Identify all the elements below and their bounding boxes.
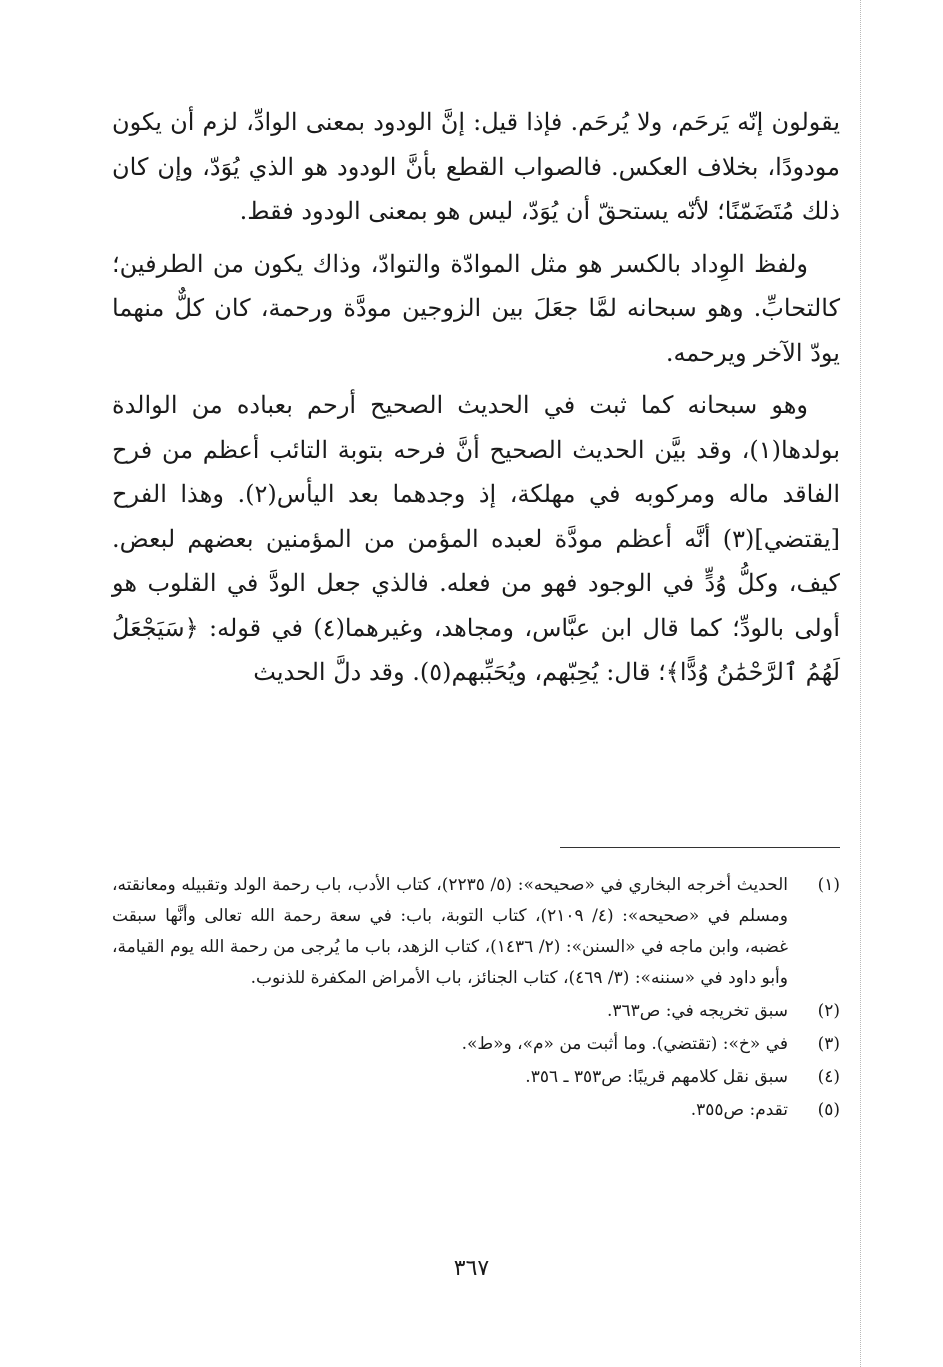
footnotes xyxy=(112,870,840,1128)
paragraph-3: وهو سبحانه كما ثبت في الحديث الصحيح أرحم بعباده من الوالدة بولدها(١)، وقد بيَّن الحديث الصحيح أنَّ فرحه بتوبة التائب أعظم من فرح الفاقد ماله ومركوبه في مهلكة، إذ وجدهما بعد اليأس(٢). وهذا الفرح [يقتضي](٣) أنَّه أعظم مودَّة لعبده المؤمن من المؤمنين بعضهم لبعض. كيف، وكلُّ وُدٍّ في الوجود فهو من فعله. فالذي جعل الودَّ في القلوب هو أولى بالودِّ؛ كما قال ابن عبَّاس، ومجاهد، وغيرهما(٤) في قوله: ﴿سَيَجْعَلُ لَهُمُ ٱلرَّحْمَٰنُ وُدًّا﴾؛ قال: يُحِبّهم، ويُحَبِّبهم(٥). وقد دلَّ الحديث xyxy=(112,391,841,686)
footnote-number: (٣) xyxy=(817,1034,840,1054)
page-edge-dotted-line xyxy=(860,0,861,1367)
footnote-text: سبق تخريجه في: ص٣٦٣. xyxy=(606,1001,788,1021)
footnote-3 xyxy=(112,1029,840,1060)
footnote-number: (٢) xyxy=(817,1001,840,1021)
main-text xyxy=(112,100,840,703)
footnote-4 xyxy=(112,1062,840,1093)
footnote-number: (٥) xyxy=(817,1100,840,1120)
footnote-text: تقدم: ص٣٥٥. xyxy=(690,1100,788,1120)
footnote-text: الحديث أخرجه البخاري في «صحيحه»: (٥/ ٢٢٣٥)، كتاب الأدب، باب رحمة الولد وتقبيله ومعانقته، ومسلم في «صحيحه»: (٤/ ٢١٠٩)، كتاب التوبة، باب: في سعة رحمة الله تعالى وأنَّها سبقت غضبه، وابن ماجه في «السنن»: (٢/ ١٤٣٦)، كتاب الزهد، باب ما يُرجى من رحمة الله يوم القيامة، وأبو داود في «سننه»: (٣/ ٤٦٩)، كتاب الجنائز، باب الأمراض المكفرة للذنوب. xyxy=(112,875,789,988)
footnote-number: (٤) xyxy=(817,1067,840,1087)
footnote-2 xyxy=(112,996,840,1027)
footnote-text: في «خ»: (تقتضي). وما أثبت من «م»، و«ط». xyxy=(461,1034,788,1054)
footnote-5 xyxy=(112,1095,840,1126)
page-number: ٣٦٧ xyxy=(453,1256,490,1281)
paragraph-1: يقولون إنّه يَرحَم، ولا يُرحَم. فإذا قيل: إنَّ الودود بمعنى الوادِّ، لزم أن يكون مودودًا، بخلاف العكس. فالصواب القطع بأنَّ الودود هو الذي يُوَدّ، وإن كان ذلك مُتَضَمّنًا؛ لأنّه يستحقّ أن يُوَدّ، ليس هو بمعنى الودود فقط. xyxy=(112,108,840,225)
paragraph-2: ولفظ الوِداد بالكسر هو مثل الموادّة والتوادّ، وذاك يكون من الطرفين؛ كالتحابِّ. وهو سبحانه لمَّا جعَلَ بين الزوجين مودَّة ورحمة، كان كلٌّ منهما يودّ الآخر ويرحمه. xyxy=(112,249,840,367)
footnote-text: سبق نقل كلامهم قريبًا: ص٣٥٣ ـ ٣٥٦. xyxy=(525,1067,788,1087)
footnote-divider xyxy=(560,847,840,848)
footnote-1 xyxy=(112,870,840,994)
footnote-number: (١) xyxy=(817,875,840,895)
